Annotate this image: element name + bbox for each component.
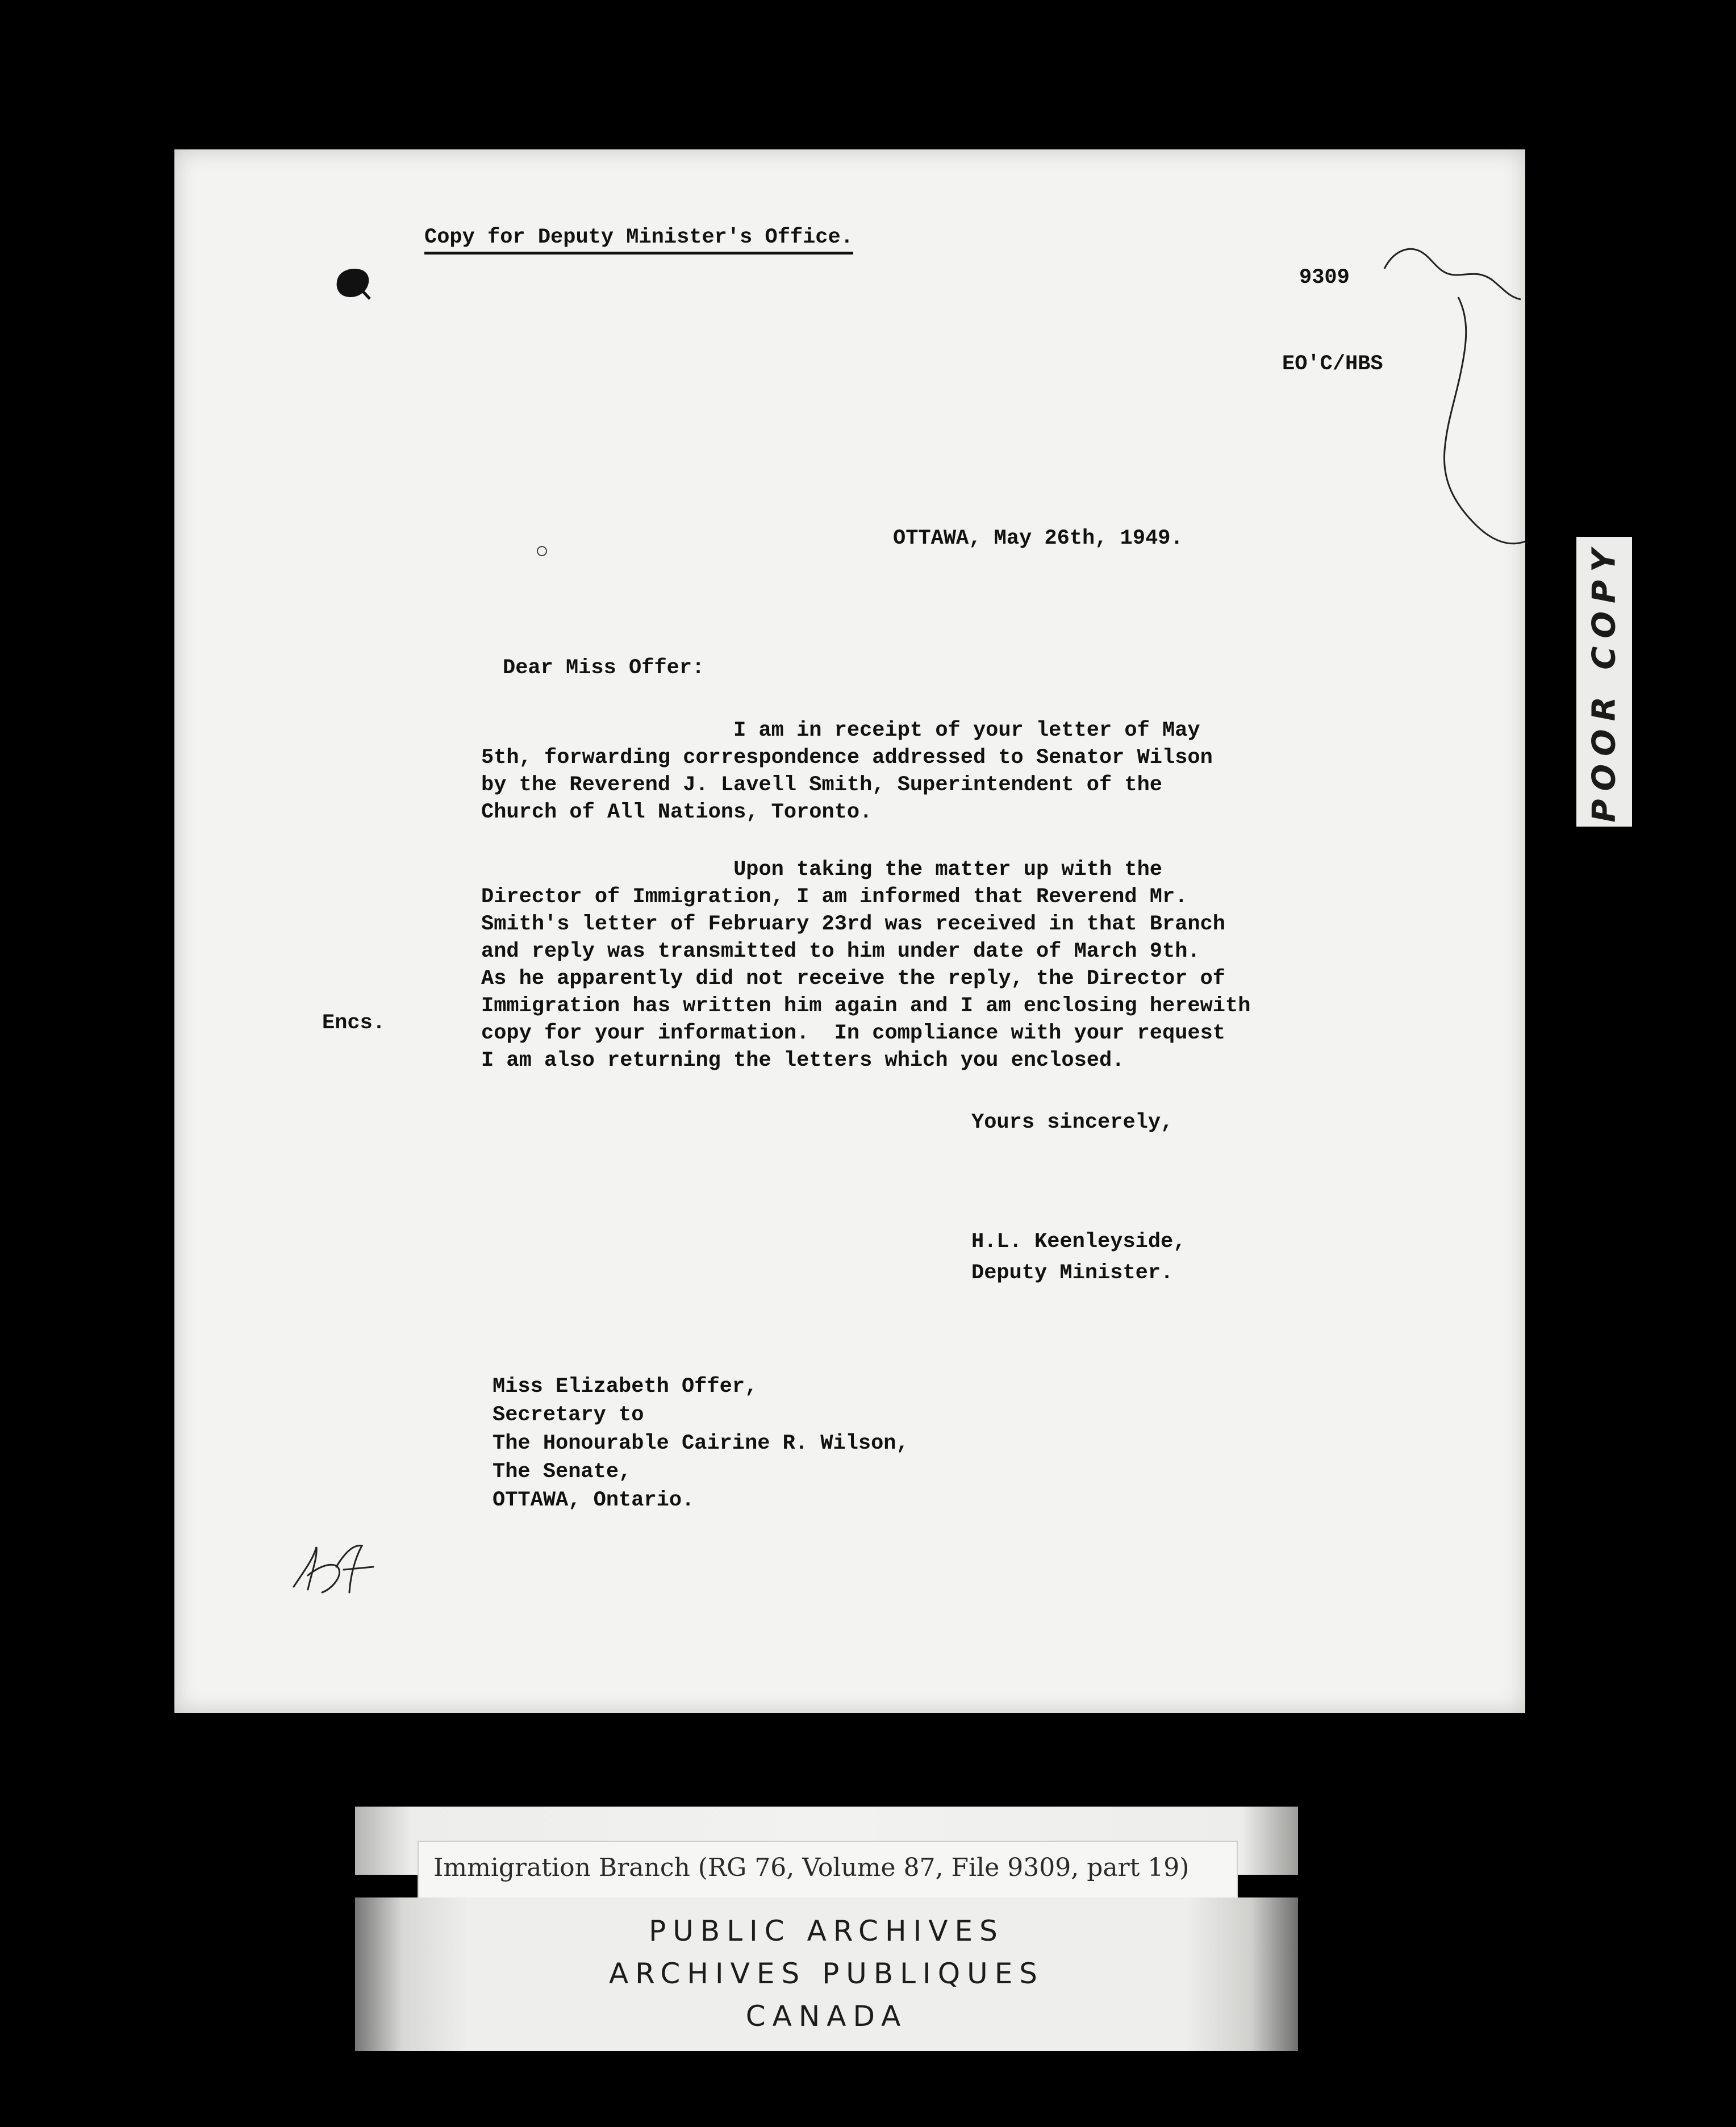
body-line: copy for your information. In compliance with your request: [481, 1021, 1226, 1045]
body-line: I am in receipt of your letter of May: [481, 719, 1200, 743]
poor-copy-label: POOR COPY: [1585, 541, 1623, 823]
address-line: Secretary to: [493, 1403, 644, 1427]
enclosures-note: Encs.: [322, 1011, 386, 1035]
body-line: I am also returning the letters which you enclosed.: [481, 1049, 1125, 1073]
date-line: OTTAWA, May 26th, 1949.: [893, 527, 1183, 550]
poor-copy-tag: [1576, 537, 1632, 827]
archive-reference-tag: [418, 1841, 1238, 1900]
body-line: 5th, forwarding correspondence addressed to Senator Wilson: [481, 746, 1213, 770]
address-line: The Senate,: [493, 1460, 632, 1484]
ink-blot-mark: [332, 266, 372, 300]
signer-title: Deputy Minister.: [971, 1261, 1174, 1285]
body-line: Church of All Nations, Toronto.: [481, 800, 873, 824]
file-number: 9309: [1299, 266, 1350, 290]
signer-name: H.L. Keenleyside,: [971, 1230, 1186, 1254]
body-line: Smith's letter of February 23rd was received in that Branch: [481, 912, 1226, 936]
body-line: As he apparently did not receive the reply, the Director of: [481, 967, 1226, 991]
body-line: and reply was transmitted to him under date of March 9th.: [481, 940, 1200, 964]
punch-hole-mark: [537, 546, 547, 556]
body-line: Immigration has written him again and I am enclosing herewith: [481, 994, 1251, 1018]
body-line: Upon taking the matter up with the: [481, 858, 1162, 882]
closing: Yours sincerely,: [971, 1111, 1174, 1135]
letter-page: [174, 149, 1525, 1713]
address-line: OTTAWA, Ontario.: [493, 1488, 695, 1512]
address-line: Miss Elizabeth Offer,: [493, 1375, 758, 1399]
reference-initials: EO'C/HBS: [1282, 352, 1383, 376]
torn-edge-mark: [1339, 206, 1526, 638]
archive-reference: Immigration Branch (RG 76, Volume 87, File 9309, part 19): [433, 1853, 1190, 1882]
salutation: Dear Miss Offer:: [503, 656, 705, 680]
handwritten-initials: [282, 1536, 385, 1598]
body-line: Director of Immigration, I am informed that Reverend Mr.: [481, 885, 1188, 909]
archive-label-country: CANADA: [745, 2000, 908, 2033]
address-line: The Honourable Cairine R. Wilson,: [493, 1432, 909, 1455]
archive-label-fr: ARCHIVES PUBLIQUES: [608, 1957, 1045, 1990]
copy-heading: Copy for Deputy Minister's Office.: [424, 227, 853, 255]
archive-label-en: PUBLIC ARCHIVES: [649, 1915, 1004, 1947]
body-line: by the Reverend J. Lavell Smith, Superintendent of the: [481, 773, 1162, 797]
archive-label: [355, 1897, 1298, 2051]
